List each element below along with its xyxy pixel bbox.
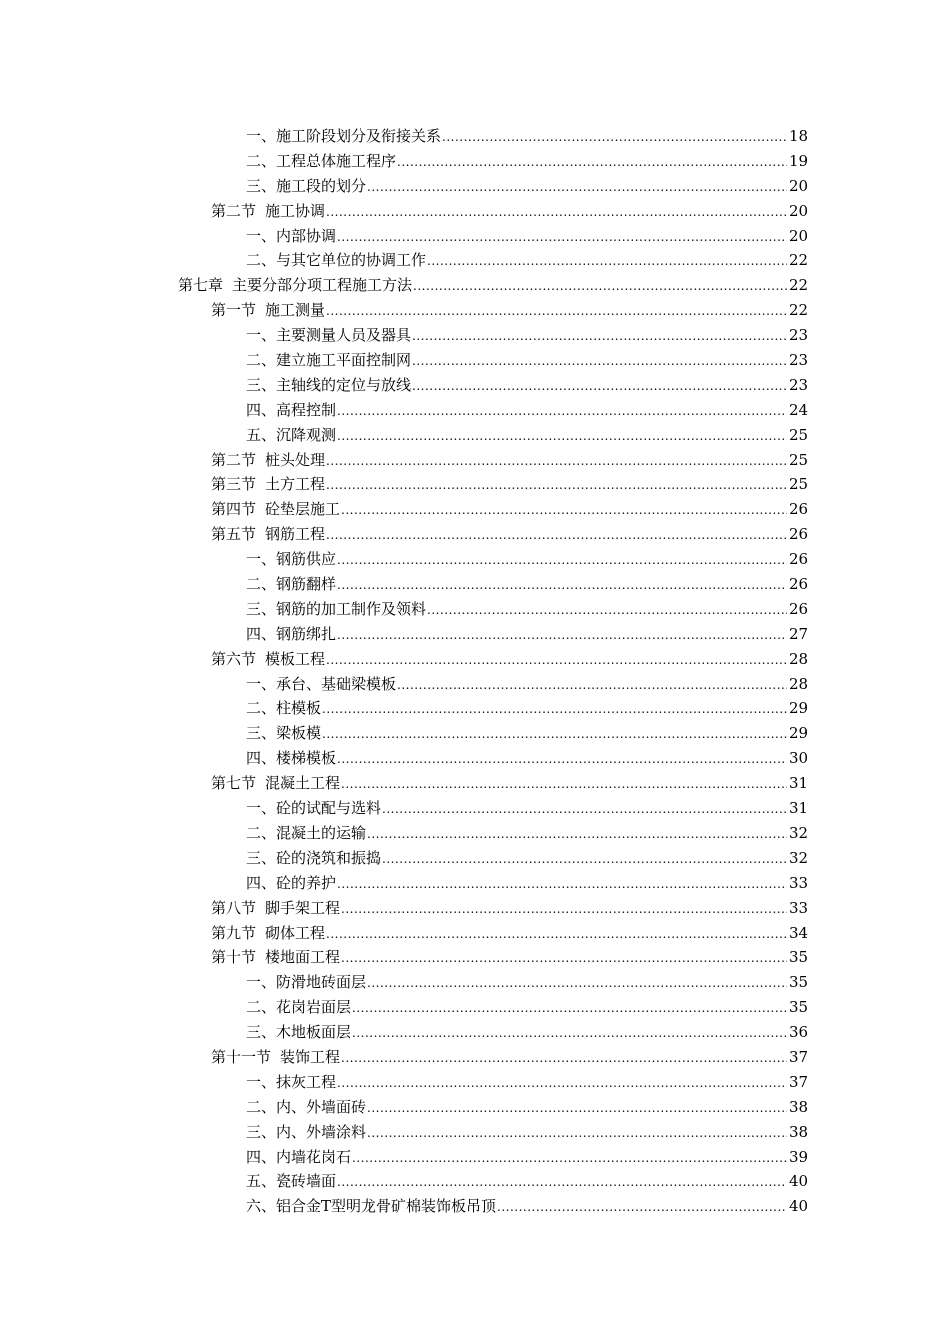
toc-entry-number: 三、 xyxy=(246,375,277,394)
toc-entry-number: 第四节 xyxy=(211,500,257,519)
toc-entry-title: 工程总体施工程序 xyxy=(276,151,397,170)
dot-leader xyxy=(326,473,787,498)
toc-entry-number: 第七章 xyxy=(178,276,224,295)
toc-entry[interactable] xyxy=(0,224,950,249)
toc-entry-page-number: 32 xyxy=(789,848,809,867)
dot-leader xyxy=(337,399,787,424)
toc-entry[interactable] xyxy=(0,373,950,398)
toc-entry[interactable] xyxy=(0,771,950,796)
toc-entry-number: 三、 xyxy=(246,724,277,743)
dot-leader xyxy=(337,225,787,250)
toc-entry[interactable] xyxy=(0,647,950,672)
toc-entry-page-number: 30 xyxy=(789,749,809,768)
toc-entry[interactable] xyxy=(0,921,950,946)
toc-entry-page-number: 38 xyxy=(789,1097,809,1116)
toc-entry-title: 钢筋供应 xyxy=(276,550,337,569)
toc-entry-page-number: 36 xyxy=(789,1023,809,1042)
toc-entry-page-number: 26 xyxy=(789,525,809,544)
toc-entry-title: 桩头处理 xyxy=(265,450,326,469)
toc-entry-title: 花岗岩面层 xyxy=(276,998,352,1017)
toc-entry[interactable] xyxy=(0,1194,950,1219)
dot-leader xyxy=(367,971,787,996)
dot-leader xyxy=(326,299,787,324)
dot-leader xyxy=(442,125,787,150)
toc-entry-page-number: 23 xyxy=(789,326,809,345)
dot-leader xyxy=(326,200,787,225)
toc-entry-number: 第三节 xyxy=(211,475,257,494)
dot-leader xyxy=(497,1195,787,1220)
toc-entry-page-number: 40 xyxy=(789,1197,809,1216)
toc-entry-page-number: 22 xyxy=(789,276,809,295)
toc-entry-page-number: 24 xyxy=(789,400,809,419)
dot-leader xyxy=(337,424,787,449)
toc-entry-title: 楼地面工程 xyxy=(265,948,341,967)
toc-entry[interactable] xyxy=(0,472,950,497)
toc-entry-page-number: 35 xyxy=(789,973,809,992)
toc-entry-number: 一、 xyxy=(246,674,277,693)
toc-entry[interactable] xyxy=(0,597,950,622)
toc-entry-number: 二、 xyxy=(246,351,277,370)
toc-entry-page-number: 26 xyxy=(789,599,809,618)
toc-entry-number: 一、 xyxy=(246,127,277,145)
dot-leader xyxy=(337,1170,787,1195)
toc-entry-number: 二、 xyxy=(246,151,277,170)
toc-entry-number: 四、 xyxy=(246,1147,277,1166)
toc-entry-number: 第十一节 xyxy=(211,1047,272,1066)
toc-entry-number: 四、 xyxy=(246,749,277,768)
toc-entry-title: 柱模板 xyxy=(276,699,322,718)
toc-entry-number: 第七节 xyxy=(211,774,257,793)
toc-entry[interactable] xyxy=(0,398,950,423)
toc-entry-number: 第一节 xyxy=(211,301,257,320)
dot-leader xyxy=(337,1071,787,1096)
toc-entry-title: 主轴线的定位与放线 xyxy=(276,375,412,394)
dot-leader xyxy=(427,249,787,274)
toc-entry-number: 第十节 xyxy=(211,948,257,967)
toc-entry-title: 混凝土工程 xyxy=(265,774,341,793)
toc-entry-title: 主要测量人员及器具 xyxy=(276,326,412,345)
toc-entry-title: 瓷砖墙面 xyxy=(276,1172,337,1191)
toc-entry[interactable] xyxy=(0,896,950,921)
toc-entry-page-number: 23 xyxy=(789,375,809,394)
toc-entry-page-number: 26 xyxy=(789,500,809,519)
toc-entry[interactable] xyxy=(0,248,950,273)
dot-leader xyxy=(397,150,787,175)
toc-entry-page-number: 20 xyxy=(789,201,809,220)
toc-entry-page-number: 26 xyxy=(789,550,809,569)
toc-entry[interactable] xyxy=(0,995,950,1020)
toc-entry-page-number: 31 xyxy=(789,774,809,793)
toc-entry-title: 施工段的划分 xyxy=(276,176,367,195)
dot-leader xyxy=(326,648,787,673)
toc-entry[interactable] xyxy=(0,124,950,149)
toc-entry-number: 第九节 xyxy=(211,923,257,942)
toc-entry-number: 二、 xyxy=(246,699,277,718)
toc-entry-number: 二、 xyxy=(246,1097,277,1116)
toc-entry[interactable] xyxy=(0,871,950,896)
toc-entry-number: 二、 xyxy=(246,251,277,270)
toc-entry-title: 内、外墙涂料 xyxy=(276,1122,367,1141)
toc-entry[interactable] xyxy=(0,1120,950,1145)
toc-entry-page-number: 20 xyxy=(789,176,809,195)
dot-leader xyxy=(341,772,787,797)
toc-entry-title: 脚手架工程 xyxy=(265,898,341,917)
toc-entry-title: 铝合金T型明龙骨矿棉装饰板吊顶 xyxy=(276,1197,497,1216)
dot-leader xyxy=(322,722,787,747)
dot-leader xyxy=(367,1096,787,1121)
toc-entry-title: 砼垫层施工 xyxy=(265,500,341,519)
toc-entry[interactable] xyxy=(0,199,950,224)
toc-entry-page-number: 28 xyxy=(789,649,809,668)
dot-leader xyxy=(412,374,787,399)
toc-entry[interactable] xyxy=(0,323,950,348)
dot-leader xyxy=(352,996,787,1021)
toc-entry[interactable] xyxy=(0,273,950,298)
dot-leader xyxy=(337,573,787,598)
toc-entry-page-number: 23 xyxy=(789,351,809,370)
toc-entry[interactable] xyxy=(0,572,950,597)
toc-entry-page-number: 37 xyxy=(789,1072,809,1091)
toc-entry-page-number: 35 xyxy=(789,998,809,1017)
toc-entry-number: 二、 xyxy=(246,575,277,594)
toc-entry-page-number: 40 xyxy=(789,1172,809,1191)
table-of-contents xyxy=(0,124,950,1219)
toc-entry-title: 模板工程 xyxy=(265,649,326,668)
toc-entry-page-number: 38 xyxy=(789,1122,809,1141)
toc-entry-page-number: 32 xyxy=(789,823,809,842)
toc-entry[interactable] xyxy=(0,522,950,547)
toc-entry-title: 沉降观测 xyxy=(276,425,337,444)
toc-entry-page-number: 39 xyxy=(789,1147,809,1166)
dot-leader xyxy=(326,922,787,947)
toc-entry-page-number: 25 xyxy=(789,425,809,444)
toc-entry[interactable] xyxy=(0,1145,950,1170)
toc-entry-number: 第二节 xyxy=(211,201,257,220)
toc-entry-title: 高程控制 xyxy=(276,400,337,419)
dot-leader xyxy=(341,897,787,922)
toc-entry[interactable] xyxy=(0,945,950,970)
toc-entry-number: 第五节 xyxy=(211,525,257,544)
toc-entry[interactable] xyxy=(0,1020,950,1045)
toc-entry-number: 一、 xyxy=(246,799,277,818)
toc-entry[interactable] xyxy=(0,746,950,771)
toc-entry-title: 施工测量 xyxy=(265,301,326,320)
dot-leader xyxy=(337,548,787,573)
toc-entry[interactable] xyxy=(0,846,950,871)
toc-entry-title: 钢筋绑扎 xyxy=(276,624,337,643)
toc-entry-number: 第八节 xyxy=(211,898,257,917)
toc-entry[interactable] xyxy=(0,497,950,522)
toc-entry-page-number: 37 xyxy=(789,1047,809,1066)
toc-entry-title: 钢筋的加工制作及领料 xyxy=(276,599,427,618)
toc-entry-number: 四、 xyxy=(246,624,277,643)
toc-entry-number: 一、 xyxy=(246,550,277,569)
toc-entry-title: 钢筋翻样 xyxy=(276,575,337,594)
toc-entry-number: 一、 xyxy=(246,326,277,345)
toc-entry-page-number: 22 xyxy=(789,251,809,270)
toc-entry-page-number: 25 xyxy=(789,450,809,469)
toc-entry-title: 与其它单位的协调工作 xyxy=(276,251,427,270)
toc-entry-title: 内部协调 xyxy=(276,226,337,245)
dot-leader xyxy=(337,872,787,897)
dot-leader xyxy=(427,598,787,623)
toc-entry[interactable] xyxy=(0,298,950,323)
toc-entry-page-number: 22 xyxy=(789,301,809,320)
dot-leader xyxy=(412,349,787,374)
toc-entry-number: 五、 xyxy=(246,1172,277,1191)
toc-entry[interactable] xyxy=(0,448,950,473)
toc-entry-title: 内墙花岗石 xyxy=(276,1147,352,1166)
dot-leader xyxy=(341,946,787,971)
dot-leader xyxy=(382,847,787,872)
toc-entry-number: 三、 xyxy=(246,599,277,618)
toc-entry-title: 建立施工平面控制网 xyxy=(276,351,412,370)
toc-entry-page-number: 18 xyxy=(789,127,809,145)
toc-entry-number: 三、 xyxy=(246,848,277,867)
toc-entry-page-number: 20 xyxy=(789,226,809,245)
dot-leader xyxy=(322,697,787,722)
dot-leader xyxy=(412,324,787,349)
toc-entry-number: 二、 xyxy=(246,823,277,842)
toc-entry-number: 三、 xyxy=(246,176,277,195)
toc-entry[interactable] xyxy=(0,672,950,697)
toc-entry-title: 内、外墙面砖 xyxy=(276,1097,367,1116)
toc-entry-title: 砼的浇筑和振捣 xyxy=(276,848,382,867)
toc-entry-number: 一、 xyxy=(246,226,277,245)
toc-entry-number: 四、 xyxy=(246,873,277,892)
toc-entry-title: 砼的养护 xyxy=(276,873,337,892)
toc-entry-page-number: 33 xyxy=(789,898,809,917)
dot-leader xyxy=(341,498,787,523)
toc-entry-page-number: 28 xyxy=(789,674,809,693)
toc-entry-title: 混凝土的运输 xyxy=(276,823,367,842)
toc-entry[interactable] xyxy=(0,1169,950,1194)
toc-entry-title: 钢筋工程 xyxy=(265,525,326,544)
toc-entry[interactable] xyxy=(0,1070,950,1095)
toc-entry[interactable] xyxy=(0,1045,950,1070)
toc-entry-title: 施工阶段划分及衔接关系 xyxy=(276,127,442,145)
toc-entry-number: 三、 xyxy=(246,1122,277,1141)
toc-entry-title: 楼梯模板 xyxy=(276,749,337,768)
toc-entry-page-number: 27 xyxy=(789,624,809,643)
toc-entry[interactable] xyxy=(0,622,950,647)
toc-entry-number: 二、 xyxy=(246,998,277,1017)
toc-entry[interactable] xyxy=(0,149,950,174)
dot-leader xyxy=(326,449,787,474)
toc-entry-title: 土方工程 xyxy=(265,475,326,494)
toc-entry[interactable] xyxy=(0,796,950,821)
toc-entry-page-number: 35 xyxy=(789,948,809,967)
toc-entry-page-number: 31 xyxy=(789,799,809,818)
toc-entry[interactable] xyxy=(0,721,950,746)
dot-leader xyxy=(326,523,787,548)
dot-leader xyxy=(352,1146,787,1171)
dot-leader xyxy=(413,274,787,299)
toc-entry-page-number: 26 xyxy=(789,575,809,594)
dot-leader xyxy=(367,822,787,847)
toc-entry-title: 梁板模 xyxy=(276,724,322,743)
dot-leader xyxy=(367,175,787,200)
toc-entry[interactable] xyxy=(0,348,950,373)
toc-entry[interactable] xyxy=(0,970,950,995)
toc-entry-title: 承台、基础梁模板 xyxy=(276,674,397,693)
dot-leader xyxy=(352,1021,787,1046)
dot-leader xyxy=(367,1121,787,1146)
toc-entry[interactable] xyxy=(0,174,950,199)
toc-entry[interactable] xyxy=(0,547,950,572)
toc-entry-number: 五、 xyxy=(246,425,277,444)
toc-entry-number: 三、 xyxy=(246,1023,277,1042)
toc-entry-title: 装饰工程 xyxy=(280,1047,341,1066)
toc-entry[interactable] xyxy=(0,423,950,448)
toc-entry-title: 砌体工程 xyxy=(265,923,326,942)
toc-entry-page-number: 33 xyxy=(789,873,809,892)
toc-entry-title: 木地板面层 xyxy=(276,1023,352,1042)
toc-entry-page-number: 34 xyxy=(789,923,809,942)
toc-entry-page-number: 25 xyxy=(789,475,809,494)
toc-entry-number: 一、 xyxy=(246,1072,277,1091)
dot-leader xyxy=(337,747,787,772)
toc-entry-page-number: 19 xyxy=(789,151,809,170)
toc-entry[interactable] xyxy=(0,696,950,721)
toc-entry-number: 六、 xyxy=(246,1197,277,1216)
toc-entry-number: 一、 xyxy=(246,973,277,992)
toc-entry[interactable] xyxy=(0,821,950,846)
toc-entry-page-number: 29 xyxy=(789,724,809,743)
toc-entry-number: 第二节 xyxy=(211,450,257,469)
toc-entry-number: 第六节 xyxy=(211,649,257,668)
toc-entry-number: 四、 xyxy=(246,400,277,419)
toc-entry-title: 抹灰工程 xyxy=(276,1072,337,1091)
toc-entry-title: 施工协调 xyxy=(265,201,326,220)
toc-entry-page-number: 29 xyxy=(789,699,809,718)
dot-leader xyxy=(337,623,787,648)
dot-leader xyxy=(341,1046,787,1071)
toc-entry-title: 防滑地砖面层 xyxy=(276,973,367,992)
toc-entry-title: 砼的试配与选料 xyxy=(276,799,382,818)
dot-leader xyxy=(382,797,787,822)
dot-leader xyxy=(397,673,787,698)
toc-entry-title: 主要分部分项工程施工方法 xyxy=(232,276,413,295)
toc-entry[interactable] xyxy=(0,1095,950,1120)
